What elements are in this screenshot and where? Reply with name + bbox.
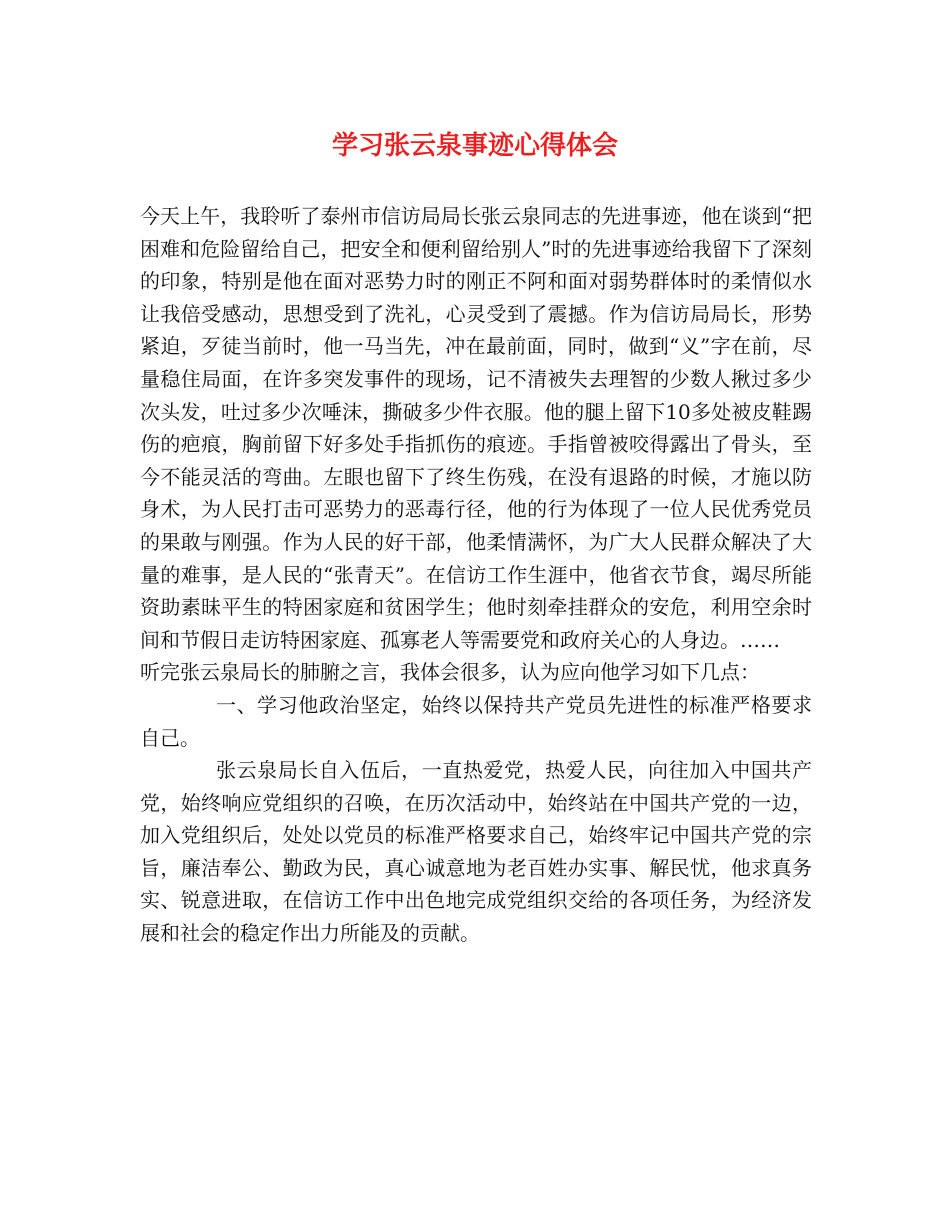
document-body — [140, 200, 812, 950]
paragraph-point-one-body: 张云泉局长自入伍后，一直热爱党，热爱人民，向往加入中国共产党，始终响应党组织的召唤，在历次活动中，始终站在中国共产党的一边，加入党组织后，处处以党员的标准严格要求自己，始终牢记中国共产党的宗旨，廉洁奉公、勤政为民，真心诚意地为老百姓办实事、解民忧，他求真务实、锐意进取，在信访工作中出色地完成党组织交给的各项任务，为经济发展和社会的稳定作出力所能及的贡献。 — [140, 758, 812, 946]
paragraph-story: 今天上午，我聆听了泰州市信访局局长张云泉同志的先进事迹，他在谈到“把困难和危险留给自己，把安全和便利留给别人”时的先进事迹给我留下了深刻的印象，特别是他在面对恶势力时的刚正不阿和面对弱势群体时的柔情似水让我倍受感动，思想受到了洗礼，心灵受到了震撼。作为信访局局长，形势紧迫，歹徒当前时，他一马当先，冲在最前面，同时，做到“义”字在前，尽量稳住局面，在许多突发事件的现场，记不清被失去理智的少数人揪过多少次头发，吐过多少次唾沫，撕破多少件衣服。他的腿上留下10多处被皮鞋踢伤的疤痕，胸前留下好多处手指抓伤的痕迹。手指曾被咬得露出了骨头，至今不能灵活的弯曲。左眼也留下了终生伤残，在没有退路的时候，才施以防身术，为人民打击可恶势力的恶毒行径，他的行为体现了一位人民优秀党员的果敢与刚强。作为人民的好干部，他柔情满怀，为广大人民群众解决了大量的难事，是人民的“张青天”。在信访工作生涯中，他省衣节食，竭尽所能资助素昧平生的特困家庭和贫困学生；他时刻牵挂群众的安危，利用空余时间和节假日走访特困家庭、孤寡老人等需要党和政府关心的人身边。…… — [140, 204, 812, 652]
paragraph-point-one-heading: 一、学习他政治坚定，始终以保持共产党员先进性的标准严格要求自己。 — [140, 692, 812, 750]
paragraph-intro-points: 听完张云泉局长的肺腑之言，我体会很多，认为应向他学习如下几点： — [140, 660, 760, 685]
document-title: 学习张云泉事迹心得体会 — [331, 131, 618, 161]
